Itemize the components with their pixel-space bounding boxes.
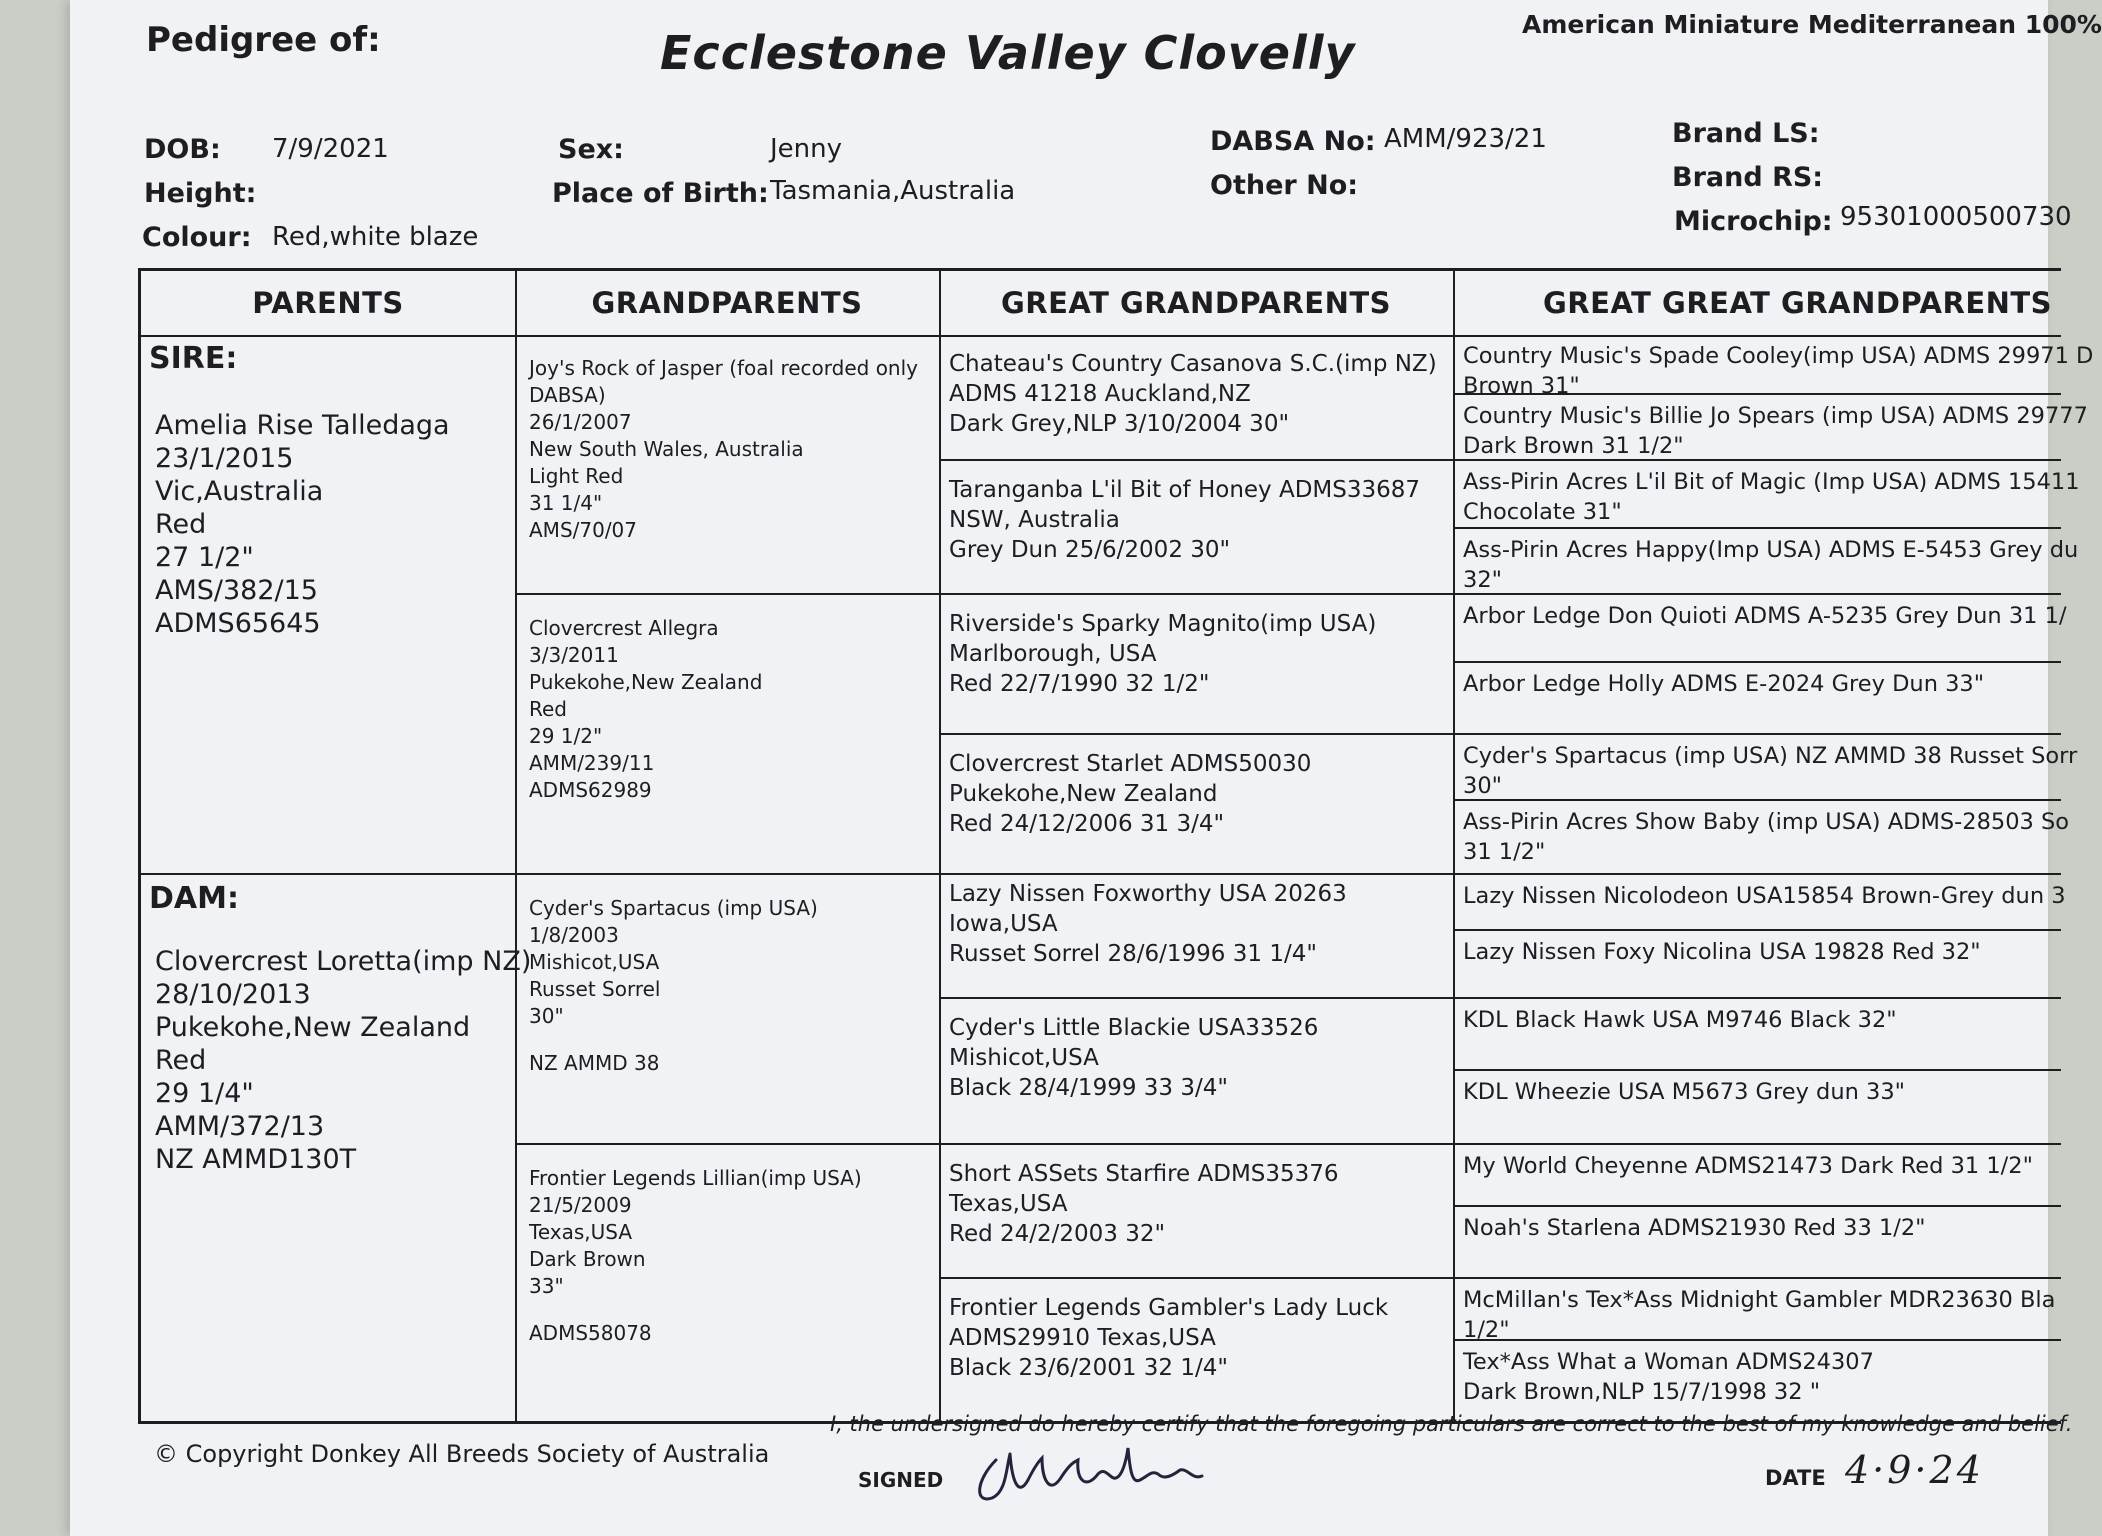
signature-image xyxy=(966,1440,1226,1510)
dam-cell xyxy=(141,875,532,1419)
great-great-grandparent-cell xyxy=(1453,931,2061,999)
great-great-grandparent-cell xyxy=(1453,663,2061,735)
great-great-grandparents-header: GREAT GREAT GRANDPARENTS xyxy=(1453,271,2061,337)
great-grandparent-details xyxy=(949,349,1437,439)
great-great-grandparent-details xyxy=(1463,881,2066,911)
great-great-grandparent-details xyxy=(1463,807,2069,867)
text-line: AMS/382/15 xyxy=(155,575,318,606)
text-line: DABSA) xyxy=(529,383,606,407)
text-line: Joy's Rock of Jasper (foal recorded only xyxy=(529,356,919,380)
text-line: Red 22/7/1990 32 1/2" xyxy=(949,671,1210,697)
grandparents-header: GRANDPARENTS xyxy=(515,271,939,337)
great-grandparent-details xyxy=(949,1013,1318,1103)
great-grandparent-cell xyxy=(939,735,1453,875)
text-line: Vic,Australia xyxy=(155,476,324,507)
dam-details xyxy=(155,945,531,1176)
great-grandparent-details xyxy=(949,475,1420,565)
microchip-label: Microchip: xyxy=(1674,206,1833,237)
text-line: Clovercrest Starlet ADMS50030 xyxy=(949,751,1312,777)
text-line: New South Wales, Australia xyxy=(529,437,804,461)
text-line: 23/1/2015 xyxy=(155,443,294,474)
text-line: KDL Black Hawk USA M9746 Black 32" xyxy=(1463,1007,1897,1033)
text-line: Chateau's Country Casanova S.C.(imp NZ) xyxy=(949,351,1437,377)
text-line: Country Music's Billie Jo Spears (imp USA) ADMS 29777 xyxy=(1463,403,2088,429)
great-great-grandparent-cell xyxy=(1453,1145,2061,1207)
microchip-value: 95301000500730 xyxy=(1840,202,2072,232)
breed-label: American Miniature Mediterranean 100% xyxy=(1522,10,2102,39)
great-great-grandparent-cell xyxy=(1453,1341,2061,1419)
date-label: DATE xyxy=(1765,1466,1826,1490)
text-line: Russet Sorrel xyxy=(529,977,661,1001)
text-line: AMS/70/07 xyxy=(529,518,638,542)
text-line: ADMS65645 xyxy=(155,608,321,639)
text-line: Pukekohe,New Zealand xyxy=(949,781,1218,807)
great-grandparent-details xyxy=(949,1159,1339,1249)
text-line: 30" xyxy=(529,1004,564,1028)
great-great-grandparent-details xyxy=(1463,669,1984,699)
great-great-grandparent-cell xyxy=(1453,875,2066,931)
text-line: 28/10/2013 xyxy=(155,979,311,1010)
dabsa-label: DABSA No: xyxy=(1210,126,1376,157)
horse-name: Ecclestone Valley Clovelly xyxy=(660,26,1356,80)
text-line: 32" xyxy=(1463,567,1502,593)
text-line: 1/8/2003 xyxy=(529,923,619,947)
sire-cell xyxy=(141,335,515,875)
great-grandparents-column xyxy=(939,271,1455,1421)
text-line: Cyder's Spartacus (imp USA) xyxy=(529,896,818,920)
great-great-grandparent-cell xyxy=(1453,335,2094,399)
text-line: Ass-Pirin Acres Happy(Imp USA) ADMS E-5453 Grey du xyxy=(1463,537,2079,563)
text-line: Clovercrest Loretta(imp NZ) xyxy=(155,946,532,977)
great-great-grandparents-column xyxy=(1453,271,2094,1421)
great-great-grandparent-cell xyxy=(1453,1207,2061,1279)
great-grandparent-cell xyxy=(939,335,1453,461)
text-line: Red xyxy=(529,697,567,721)
great-great-grandparent-cell xyxy=(1453,461,2080,529)
great-great-grandparent-details xyxy=(1463,1347,1874,1407)
great-grandparent-cell xyxy=(939,461,1453,595)
great-great-grandparent-cell xyxy=(1453,595,2067,663)
text-line: ADMS62989 xyxy=(529,778,652,802)
great-great-grandparent-cell xyxy=(1453,529,2079,595)
great-grandparent-details xyxy=(949,749,1311,839)
text-line: Ass-Pirin Acres Show Baby (imp USA) ADMS-28503 So xyxy=(1463,809,2070,835)
text-line: Mishicot,USA xyxy=(529,950,660,974)
text-line: Amelia Rise Talledaga xyxy=(155,410,450,441)
text-line: ADMS 41218 Auckland,NZ xyxy=(949,381,1251,407)
grandparent-cell xyxy=(515,875,939,1145)
text-line: 29 1/4" xyxy=(155,1078,254,1109)
text-line: KDL Wheezie USA M5673 Grey dun 33" xyxy=(1463,1079,1905,1105)
text-line: Arbor Ledge Don Quioti ADMS A-5235 Grey Dun 31 1/ xyxy=(1463,603,2067,629)
grandparent-cell xyxy=(515,335,939,595)
sex-value: Jenny xyxy=(770,134,843,164)
grandparent-details xyxy=(529,355,918,544)
great-great-grandparent-details xyxy=(1463,1285,2055,1345)
great-grandparent-cell xyxy=(939,999,1453,1145)
text-line: Dark Grey,NLP 3/10/2004 30" xyxy=(949,411,1290,437)
great-great-grandparent-details xyxy=(1463,1077,1905,1107)
height-label: Height: xyxy=(144,178,257,209)
text-line: Black 28/4/1999 33 3/4" xyxy=(949,1075,1228,1101)
text-line: 21/5/2009 xyxy=(529,1193,632,1217)
grandparent-details xyxy=(529,615,762,804)
great-grandparent-details xyxy=(949,879,1347,969)
text-line: Lazy Nissen Nicolodeon USA15854 Brown-Grey dun 3 xyxy=(1463,883,2066,909)
grandparents-column xyxy=(515,271,941,1421)
text-line: 31 1/2" xyxy=(1463,839,1546,865)
text-line: Ass-Pirin Acres L'il Bit of Magic (Imp USA) ADMS 15411 xyxy=(1463,469,2080,495)
text-line: 26/1/2007 xyxy=(529,410,632,434)
grandparent-details xyxy=(529,895,818,1077)
text-line: Grey Dun 25/6/2002 30" xyxy=(949,537,1231,563)
parents-header: PARENTS xyxy=(141,271,515,337)
colour-value: Red,white blaze xyxy=(272,222,479,252)
text-line: Dark Brown 31 1/2" xyxy=(1463,433,1684,459)
great-great-grandparent-cell xyxy=(1453,801,2070,875)
great-great-grandparent-details xyxy=(1463,467,2080,527)
text-line: Texas,USA xyxy=(529,1220,633,1244)
text-line: ADMS58078 xyxy=(529,1321,652,1345)
great-great-grandparent-cell xyxy=(1453,1279,2061,1341)
text-line: Cyder's Little Blackie USA33526 xyxy=(949,1015,1319,1041)
text-line: Red xyxy=(155,509,207,540)
text-line: 31 1/4" xyxy=(529,491,603,515)
text-line: Mishicot,USA xyxy=(949,1045,1099,1071)
pedigree-of-label: Pedigree of: xyxy=(146,20,381,60)
text-line: 1/2" xyxy=(1463,1317,1510,1343)
colour-label: Colour: xyxy=(142,222,252,253)
text-line: Riverside's Sparky Magnito(imp USA) xyxy=(949,611,1377,637)
dabsa-value: AMM/923/21 xyxy=(1384,124,1547,154)
text-line: Frontier Legends Lillian(imp USA) xyxy=(529,1166,862,1190)
text-line: Iowa,USA xyxy=(949,911,1058,937)
great-grandparent-cell xyxy=(939,595,1453,735)
text-line xyxy=(529,1300,862,1320)
parents-column xyxy=(141,271,532,1421)
text-line: Cyder's Spartacus (imp USA) NZ AMMD 38 Russet Sorr xyxy=(1463,743,2078,769)
text-line: 33" xyxy=(529,1274,564,1298)
sire-label: SIRE: xyxy=(149,341,238,376)
signed-label: SIGNED xyxy=(858,1468,944,1492)
text-line: Red 24/2/2003 32" xyxy=(949,1221,1166,1247)
great-great-grandparent-cell xyxy=(1453,999,2061,1071)
great-great-grandparent-details xyxy=(1463,601,2067,631)
text-line: Tex*Ass What a Woman ADMS24307 xyxy=(1463,1349,1874,1375)
text-line: AMM/239/11 xyxy=(529,751,655,775)
grandparent-cell xyxy=(515,1145,939,1419)
grandparent-details xyxy=(529,1165,862,1347)
text-line xyxy=(529,1030,818,1050)
great-great-grandparent-details xyxy=(1463,741,2077,801)
text-line: Chocolate 31" xyxy=(1463,499,1622,525)
text-line: Frontier Legends Gambler's Lady Luck xyxy=(949,1295,1389,1321)
text-line: NSW, Australia xyxy=(949,507,1120,533)
text-line: Brown 31" xyxy=(1463,373,1580,399)
certification-statement: I, the undersigned do hereby certify that the foregoing particulars are correct to the best of my knowledge and belief. xyxy=(830,1412,2073,1436)
great-great-grandparent-cell xyxy=(1453,1071,2061,1145)
great-great-grandparent-details xyxy=(1463,341,2093,401)
text-line: ADMS29910 Texas,USA xyxy=(949,1325,1216,1351)
text-line: Red xyxy=(155,1045,207,1076)
text-line: 3/3/2011 xyxy=(529,643,619,667)
great-great-grandparent-details xyxy=(1463,535,2078,595)
dam-label: DAM: xyxy=(149,881,239,916)
dob-label: DOB: xyxy=(144,134,221,165)
text-line: Red 24/12/2006 31 3/4" xyxy=(949,811,1225,837)
great-grandparent-cell xyxy=(939,1279,1453,1419)
sire-details xyxy=(155,409,450,640)
text-line: 29 1/2" xyxy=(529,724,603,748)
great-grandparent-cell xyxy=(939,875,1453,999)
text-line: My World Cheyenne ADMS21473 Dark Red 31 1/2" xyxy=(1463,1153,2033,1179)
text-line: AMM/372/13 xyxy=(155,1111,325,1142)
text-line: Marlborough, USA xyxy=(949,641,1157,667)
place-of-birth-label: Place of Birth: xyxy=(552,178,769,209)
text-line: Russet Sorrel 28/6/1996 31 1/4" xyxy=(949,941,1317,967)
great-great-grandparent-cell xyxy=(1453,395,2088,461)
text-line: Texas,USA xyxy=(949,1191,1068,1217)
dob-value: 7/9/2021 xyxy=(272,134,389,164)
great-great-grandparent-details xyxy=(1463,937,1981,967)
text-line: Lazy Nissen Foxworthy USA 20263 xyxy=(949,881,1347,907)
text-line: Light Red xyxy=(529,464,624,488)
text-line: McMillan's Tex*Ass Midnight Gambler MDR23630 Bla xyxy=(1463,1287,2056,1313)
text-line: NZ AMMD130T xyxy=(155,1144,357,1175)
text-line: 30" xyxy=(1463,773,1502,799)
great-great-grandparent-details xyxy=(1463,401,2088,461)
brand-ls-label: Brand LS: xyxy=(1672,118,1820,149)
text-line: Pukekohe,New Zealand xyxy=(155,1012,471,1043)
sex-label: Sex: xyxy=(558,134,624,165)
text-line: Clovercrest Allegra xyxy=(529,616,719,640)
text-line: Country Music's Spade Cooley(imp USA) ADMS 29971 D xyxy=(1463,343,2094,369)
great-grandparents-header: GREAT GRANDPARENTS xyxy=(939,271,1453,337)
text-line: Arbor Ledge Holly ADMS E-2024 Grey Dun 33" xyxy=(1463,671,1985,697)
great-great-grandparent-details xyxy=(1463,1005,1897,1035)
great-grandparent-cell xyxy=(939,1145,1453,1279)
grandparent-cell xyxy=(515,595,939,875)
text-line: Noah's Starlena ADMS21930 Red 33 1/2" xyxy=(1463,1215,1926,1241)
text-line: Lazy Nissen Foxy Nicolina USA 19828 Red 32" xyxy=(1463,939,1981,965)
text-line: Short ASSets Starfire ADMS35376 xyxy=(949,1161,1339,1187)
text-line: Pukekohe,New Zealand xyxy=(529,670,763,694)
text-line: Black 23/6/2001 32 1/4" xyxy=(949,1355,1228,1381)
text-line: Dark Brown,NLP 15/7/1998 32 " xyxy=(1463,1379,1821,1405)
date-value: 4·9·24 xyxy=(1845,1448,1984,1492)
brand-rs-label: Brand RS: xyxy=(1672,162,1824,193)
great-great-grandparent-details xyxy=(1463,1151,2033,1181)
great-great-grandparent-details xyxy=(1463,1213,1926,1243)
text-line: 27 1/2" xyxy=(155,542,254,573)
text-line: Dark Brown xyxy=(529,1247,646,1271)
text-line: Taranganba L'il Bit of Honey ADMS33687 xyxy=(949,477,1421,503)
text-line: NZ AMMD 38 xyxy=(529,1051,660,1075)
place-of-birth-value: Tasmania,Australia xyxy=(770,176,1016,206)
copyright-notice: © Copyright Donkey All Breeds Society of Australia xyxy=(154,1440,770,1468)
other-no-label: Other No: xyxy=(1210,170,1359,201)
great-great-grandparent-cell xyxy=(1453,735,2078,801)
great-grandparent-details xyxy=(949,609,1376,699)
great-grandparent-details xyxy=(949,1293,1388,1383)
